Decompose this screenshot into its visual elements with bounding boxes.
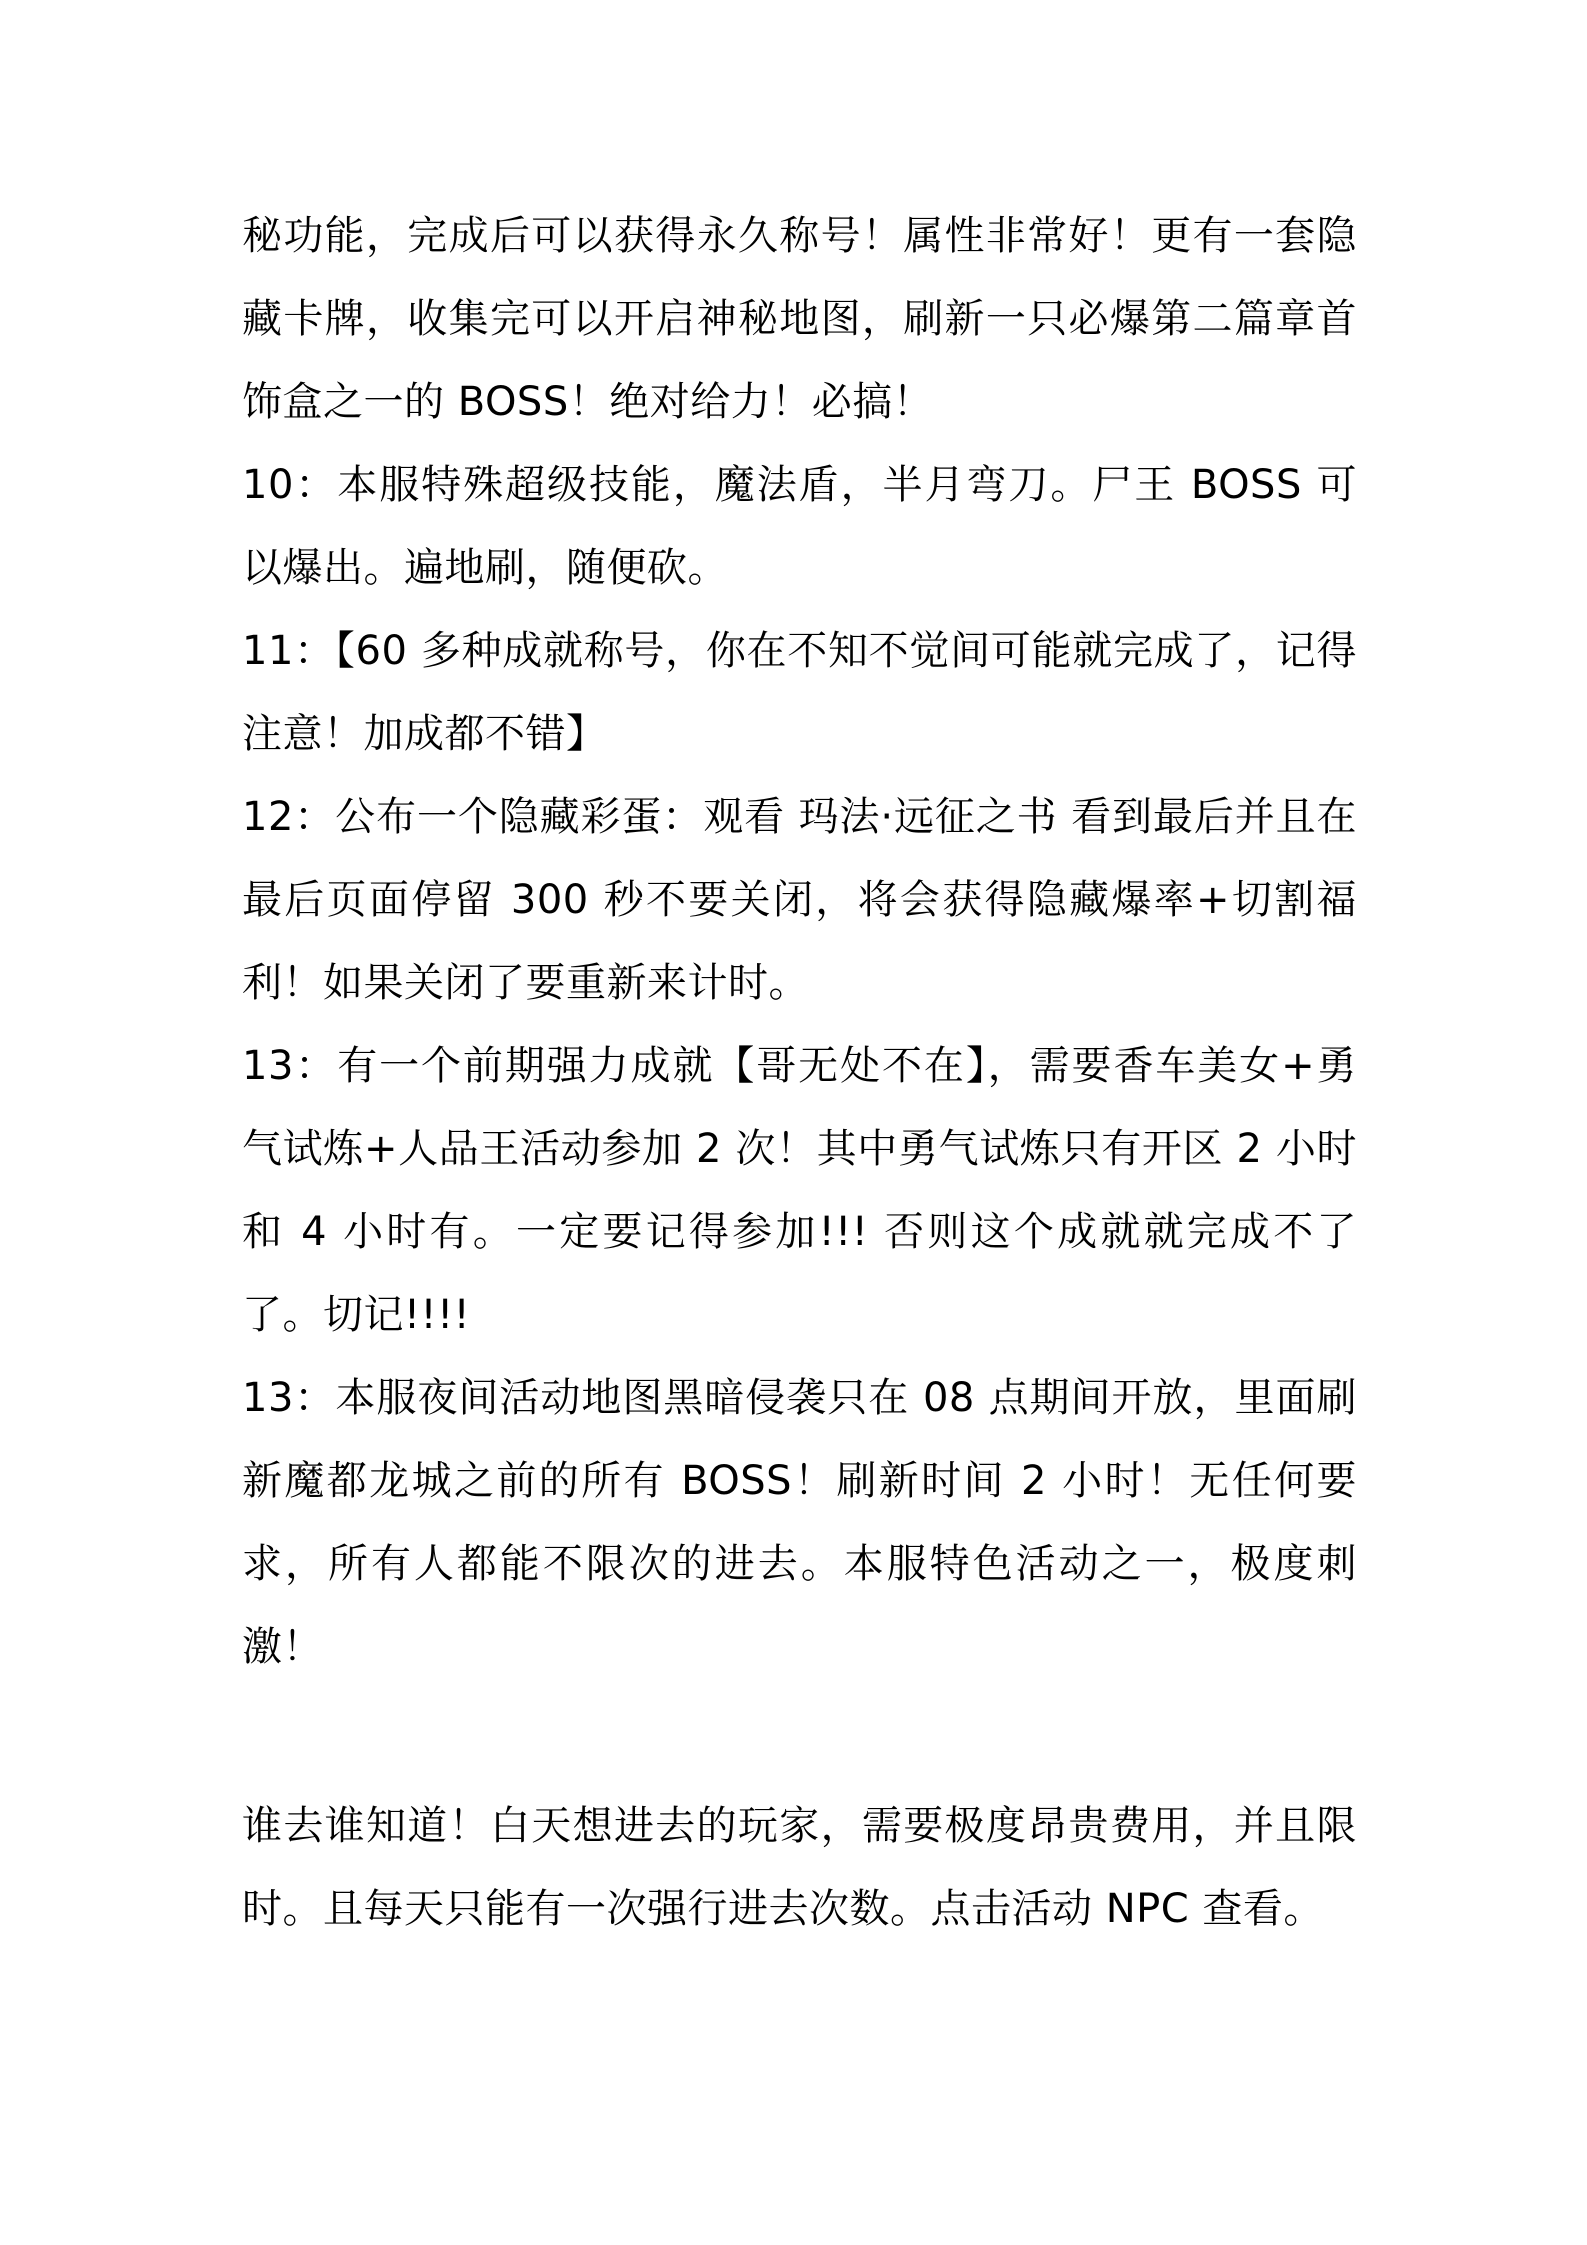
paragraph-item-10: 10：本服特殊超级技能，魔法盾，半月弯刀。尸王 BOSS 可以爆出。遍地刷，随便砍。 (242, 462, 1357, 591)
paragraph-item-11: 11：【60 多种成就称号，你在不知不觉间可能就完成了，记得注意！加成都不错】 (242, 628, 1357, 757)
paragraph-closing: 谁去谁知道！白天想进去的玩家，需要极度昂贵费用，并且限时。且每天只能有一次强行进去次数。点击活动 NPC 查看。 (242, 1803, 1357, 1932)
paragraph-item-12: 12：公布一个隐藏彩蛋：观看 玛法·远征之书 看到最后并且在最后页面停留 300 秒不要关闭，将会获得隐藏爆率+切割福利！如果关闭了要重新来计时。 (242, 794, 1357, 1006)
paragraph-item-13-achievement: 13：有一个前期强力成就【哥无处不在】，需要香车美女+勇气试炼+人品王活动参加 2 次！其中勇气试炼只有开区 2 小时和 4 小时有。一定要记得参加!!! 否则这个成就就完成不了了。切记!!!! (242, 1043, 1357, 1338)
closing-text-block (242, 1785, 1357, 1951)
main-text-block (242, 195, 1357, 1689)
paragraph-intro: 秘功能，完成后可以获得永久称号！属性非常好！更有一套隐藏卡牌，收集完可以开启神秘地图，刷新一只必爆第二篇章首饰盒之一的 BOSS！绝对给力！必搞！ (242, 213, 1357, 425)
paragraph-item-13-night-event: 13：本服夜间活动地图黑暗侵袭只在 08 点期间开放，里面刷新魔都龙城之前的所有 BOSS！刷新时间 2 小时！无任何要求，所有人都能不限次的进去。本服特色活动之一，极度刺激！ (242, 1375, 1357, 1670)
